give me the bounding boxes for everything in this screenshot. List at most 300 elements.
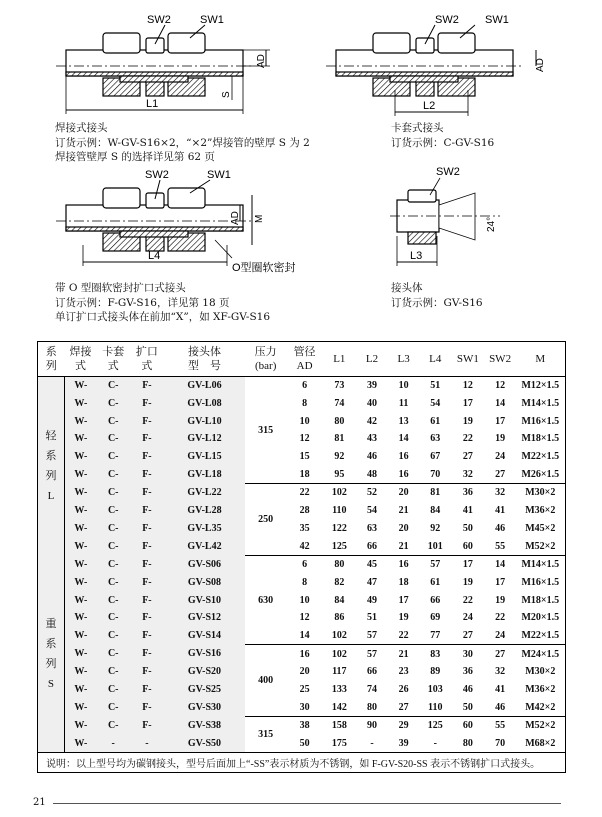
l1-cell: 102	[331, 629, 347, 641]
body-model-cell: GV-L22	[164, 484, 245, 502]
l2-cell: 46	[366, 451, 377, 463]
l4-cell: 67	[430, 451, 441, 463]
l1-cell: 102	[323, 645, 356, 663]
l2-cell: 66	[366, 540, 377, 552]
l3-cell: 17	[398, 594, 409, 606]
body-model-cell: GV-S06	[164, 555, 245, 573]
l3-cell: 11	[398, 398, 409, 410]
table-row	[38, 574, 566, 592]
sw2-cell: 41	[495, 684, 506, 696]
o-ring-seal-label: O型圈软密封	[232, 262, 296, 274]
l1-cell: 86	[334, 612, 345, 624]
body-model-cell: GV-S14	[164, 627, 245, 645]
sw1-cell: 80	[462, 738, 473, 750]
compression-type-cell: C-	[97, 395, 130, 413]
welding-type-cell: W-	[64, 395, 96, 413]
sw2-cell: 17	[495, 576, 506, 588]
l2-cell: 63	[366, 522, 377, 534]
l4-cell: 66	[430, 594, 441, 606]
l2-cell: 39	[366, 380, 377, 392]
sw1-label: SW1	[200, 14, 224, 26]
body-model-cell: GV-S50	[164, 735, 245, 753]
compression-type-cell: C-	[97, 663, 130, 681]
l2-cell: 57	[356, 645, 388, 663]
l2-cell: 42	[366, 415, 377, 427]
welding-type-cell: W-	[64, 377, 96, 395]
dimension-table	[37, 341, 566, 773]
caption-line: 订货示例：W-GV-S16×2，“×2”焊接管的壁厚 S 为 2	[55, 136, 310, 149]
l2-cell: 43	[366, 433, 377, 445]
caption-line: 订货示例：F-GV-S16，详见第 18 页	[55, 296, 230, 309]
body-model-cell: GV-S10	[164, 591, 245, 609]
flare-type-cell: F-	[130, 555, 164, 573]
table-row	[38, 537, 566, 555]
table-row	[38, 484, 566, 502]
l1-cell: 117	[332, 666, 347, 678]
l1-cell: 102	[323, 484, 356, 502]
l1-cell: 73	[334, 380, 345, 392]
footer-rule	[53, 803, 561, 804]
ad-label: AD	[230, 211, 241, 225]
sw2-cell: 14	[495, 398, 506, 410]
ad-cell: 8	[302, 398, 308, 410]
table-row	[38, 377, 566, 395]
m-thread-cell: M20×1.5	[521, 612, 560, 624]
compression-type-cell: C-	[97, 465, 130, 483]
sw1-cell: 27	[462, 451, 473, 463]
l1-cell: 110	[332, 505, 347, 517]
ad-cell: 30	[299, 701, 310, 713]
sw1-cell: 50	[462, 701, 473, 713]
sw1-label: SW1	[485, 14, 509, 26]
compression-type-cell: C-	[97, 574, 130, 592]
compression-type-cell: C-	[97, 520, 130, 538]
caption-title: 带 O 型圈软密封扩口式接头	[55, 282, 186, 294]
table-row	[38, 681, 566, 699]
compression-type-cell: C-	[97, 537, 130, 555]
body-drawing	[390, 166, 500, 266]
l4-cell: 81	[419, 484, 451, 502]
l2-cell: 49	[366, 594, 377, 606]
welding-type-cell: W-	[64, 430, 96, 448]
l3-cell: 21	[398, 505, 409, 517]
table-row	[38, 645, 566, 663]
m-thread-cell: M22×1.5	[521, 451, 560, 463]
l2-cell: 90	[356, 717, 388, 735]
ad-label: AD	[535, 58, 546, 72]
ad-cell: 14	[299, 629, 310, 641]
flare-type-cell: -	[130, 735, 164, 753]
sw1-cell: 19	[462, 576, 473, 588]
ad-cell: 15	[299, 451, 310, 463]
ad-cell: 25	[299, 684, 310, 696]
l4-cell: 63	[430, 433, 441, 445]
caption-line: 订货示例：GV-S16	[391, 296, 483, 309]
compression-type-cell: C-	[97, 430, 130, 448]
compression-fitting-drawing	[326, 14, 546, 116]
body-model-cell: GV-L10	[164, 412, 245, 430]
body-caption	[391, 281, 483, 310]
flare-type-cell: F-	[130, 681, 164, 699]
compression-type-cell: C-	[97, 484, 130, 502]
l4-cell: 92	[430, 522, 441, 534]
flare-type-cell: F-	[130, 537, 164, 555]
welding-type-cell: W-	[64, 717, 96, 735]
l4-cell: 89	[430, 666, 441, 678]
l1-label: L1	[146, 98, 159, 110]
l1-cell: 80	[323, 555, 356, 573]
l2-cell: 66	[366, 666, 377, 678]
welding-type-cell: W-	[64, 574, 96, 592]
welding-type-cell: W-	[64, 663, 96, 681]
flare-type-cell: F-	[130, 574, 164, 592]
body-model-cell: GV-L28	[164, 502, 245, 520]
welding-type-cell: W-	[64, 698, 96, 716]
sw2-cell: 27	[495, 468, 506, 480]
table-row	[38, 502, 566, 520]
series-label: 轻 系 列 L	[38, 377, 65, 556]
angle-label: 24°	[486, 216, 497, 232]
column-header: L1	[323, 342, 356, 377]
ad-cell: 10	[299, 594, 310, 606]
l1-cell: 125	[331, 540, 347, 552]
m-thread-cell: M18×1.5	[521, 433, 560, 445]
flare-type-cell: F-	[130, 395, 164, 413]
table-row	[38, 395, 566, 413]
column-header: 压力 (bar)	[245, 342, 286, 377]
body-model-cell: GV-L35	[164, 520, 245, 538]
flare-type-cell: F-	[130, 430, 164, 448]
caption-title: 焊接式接头	[55, 122, 108, 134]
sw2-cell: 12	[495, 380, 506, 392]
m-label: M	[254, 214, 265, 223]
ad-label: AD	[256, 54, 267, 68]
welding-type-cell: W-	[64, 484, 96, 502]
l3-cell: 13	[398, 415, 409, 427]
caption-line: 单订扩口式接头体在前加“X”，如 XF-GV-S16	[55, 311, 270, 323]
l2-cell: 57	[366, 629, 377, 641]
l3-cell: 27	[398, 701, 409, 713]
column-header: L3	[388, 342, 419, 377]
l1-cell: 142	[331, 701, 347, 713]
sw1-cell: 60	[462, 540, 473, 552]
l2-cell: -	[370, 738, 374, 750]
l4-cell: 54	[430, 398, 441, 410]
sw2-label: SW2	[436, 166, 460, 178]
sw2-cell: 32	[495, 666, 506, 678]
m-thread-cell: M45×2	[525, 522, 556, 534]
body-model-cell: GV-L08	[164, 395, 245, 413]
sw2-cell: 55	[495, 540, 506, 552]
l3-cell: 26	[398, 684, 409, 696]
m-thread-cell: M42×2	[525, 701, 556, 713]
sw1-cell: 36	[462, 666, 473, 678]
table-row	[38, 448, 566, 466]
column-header: M	[516, 342, 566, 377]
series-label: 重 系 列 S	[38, 555, 65, 753]
l2-cell: 45	[356, 555, 388, 573]
flare-type-cell: F-	[130, 465, 164, 483]
l3-cell: 21	[398, 540, 409, 552]
flare-type-cell: F-	[130, 609, 164, 627]
table-row	[38, 465, 566, 483]
m-thread-cell: M22×1.5	[521, 629, 560, 641]
body-model-cell: GV-S20	[164, 663, 245, 681]
l3-cell: 20	[398, 522, 409, 534]
welding-type-cell: W-	[64, 537, 96, 555]
l2-cell: 54	[366, 505, 377, 517]
table-row	[38, 412, 566, 430]
l3-cell: 16	[398, 468, 409, 480]
flare-caption	[55, 281, 270, 325]
m-thread-cell: M26×1.5	[521, 468, 560, 480]
compression-type-cell: C-	[97, 448, 130, 466]
m-thread-cell: M52×2	[516, 717, 566, 735]
sw2-label: SW2	[435, 14, 459, 26]
l4-label: L4	[148, 250, 161, 262]
body-model-cell: GV-L42	[164, 537, 245, 555]
l3-cell: 19	[398, 612, 409, 624]
flare-type-cell: F-	[130, 484, 164, 502]
sw2-cell: 27	[485, 645, 516, 663]
welding-caption	[55, 121, 310, 165]
table-note: 说明：以上型号均为碳钢接头，型号后面加上“-SS”表示材质为不锈钢，如 F-GV-S20-SS 表示不锈钢扩口式接头。	[38, 753, 566, 773]
compression-type-cell: C-	[97, 555, 130, 573]
m-thread-cell: M16×1.5	[521, 576, 560, 588]
compression-type-cell: C-	[97, 412, 130, 430]
sw2-cell: 55	[485, 717, 516, 735]
compression-type-cell: C-	[97, 591, 130, 609]
sw2-cell: 46	[495, 701, 506, 713]
l2-cell: 51	[366, 612, 377, 624]
caption-line: 焊接管壁厚 S 的选择详见第 62 页	[55, 151, 215, 163]
l2-cell: 47	[366, 576, 377, 588]
sw2-label: SW2	[147, 14, 171, 26]
flare-fitting-drawing	[56, 169, 296, 274]
compression-type-cell: C-	[97, 502, 130, 520]
compression-type-cell: -	[97, 735, 130, 753]
body-model-cell: GV-L12	[164, 430, 245, 448]
l4-cell: 83	[419, 645, 451, 663]
l4-cell: 77	[430, 629, 441, 641]
sw1-cell: 36	[451, 484, 484, 502]
l3-cell: 20	[388, 484, 419, 502]
l4-cell: -	[433, 738, 437, 750]
flare-type-cell: F-	[130, 591, 164, 609]
body-model-cell: GV-S12	[164, 609, 245, 627]
body-model-cell: GV-L18	[164, 465, 245, 483]
welding-type-cell: W-	[64, 681, 96, 699]
table-row	[38, 663, 566, 681]
welding-type-cell: W-	[64, 627, 96, 645]
ad-cell: 16	[286, 645, 322, 663]
l2-cell: 48	[366, 468, 377, 480]
l4-cell: 110	[428, 701, 443, 713]
body-model-cell: GV-L06	[164, 377, 245, 395]
table-row	[38, 735, 566, 753]
body-model-cell: GV-S38	[164, 717, 245, 735]
sw1-cell: 30	[451, 645, 484, 663]
welding-type-cell: W-	[64, 555, 96, 573]
m-thread-cell: M52×2	[525, 540, 556, 552]
sw2-cell: 41	[495, 505, 506, 517]
table-row	[38, 609, 566, 627]
l2-cell: 40	[366, 398, 377, 410]
l1-cell: 122	[331, 522, 347, 534]
sw1-cell: 17	[451, 555, 484, 573]
column-header: 管径 AD	[286, 342, 322, 377]
l3-label: L3	[410, 250, 423, 262]
sw1-cell: 50	[462, 522, 473, 534]
sw1-label: SW1	[207, 169, 231, 181]
caption-line: 订货示例：C-GV-S16	[391, 136, 495, 149]
welding-type-cell: W-	[64, 502, 96, 520]
sw1-cell: 17	[462, 398, 473, 410]
table-row	[38, 698, 566, 716]
sw1-cell: 24	[462, 612, 473, 624]
flare-type-cell: F-	[130, 502, 164, 520]
pressure-cell: 400	[245, 645, 286, 717]
caption-title: 接头体	[391, 282, 423, 294]
sw1-cell: 46	[462, 684, 473, 696]
sw1-cell: 22	[462, 433, 473, 445]
column-header: 接头体 型 号	[164, 342, 245, 377]
column-header: 卡套 式	[97, 342, 130, 377]
m-thread-cell: M16×1.5	[521, 415, 560, 427]
ad-cell: 12	[299, 612, 310, 624]
column-header: 系 列	[38, 342, 65, 377]
l1-cell: 80	[334, 415, 345, 427]
l1-cell: 82	[334, 576, 345, 588]
welding-fitting-drawing	[56, 14, 270, 114]
m-thread-cell: M36×2	[525, 505, 556, 517]
l2-label: L2	[423, 100, 436, 112]
ad-cell: 38	[286, 717, 322, 735]
l4-cell: 101	[427, 540, 443, 552]
m-thread-cell: M12×1.5	[521, 380, 560, 392]
flare-type-cell: F-	[130, 412, 164, 430]
l4-cell: 61	[430, 576, 441, 588]
body-model-cell: GV-S25	[164, 681, 245, 699]
l3-cell: 23	[398, 666, 409, 678]
ad-cell: 42	[299, 540, 310, 552]
m-thread-cell: M18×1.5	[521, 594, 560, 606]
compression-type-cell: C-	[97, 698, 130, 716]
l2-cell: 80	[366, 701, 377, 713]
flare-type-cell: F-	[130, 520, 164, 538]
flare-type-cell: F-	[130, 663, 164, 681]
sw2-cell: 32	[485, 484, 516, 502]
l1-cell: 81	[334, 433, 345, 445]
m-thread-cell: M14×1.5	[516, 555, 566, 573]
l1-cell: 74	[334, 398, 345, 410]
l3-cell: 10	[398, 380, 409, 392]
ad-cell: 50	[299, 738, 310, 750]
flare-type-cell: F-	[130, 645, 164, 663]
ad-cell: 28	[299, 505, 310, 517]
welding-type-cell: W-	[64, 520, 96, 538]
sw2-cell: 19	[495, 594, 506, 606]
ad-cell: 8	[302, 576, 308, 588]
l4-cell: 125	[419, 717, 451, 735]
sw1-cell: 41	[462, 505, 473, 517]
body-model-cell: GV-S30	[164, 698, 245, 716]
welding-type-cell: W-	[64, 735, 96, 753]
ad-cell: 6	[286, 555, 322, 573]
sw1-cell: 27	[462, 629, 473, 641]
ad-cell: 20	[299, 666, 310, 678]
m-thread-cell: M30×2	[516, 484, 566, 502]
column-header: L2	[356, 342, 388, 377]
table-row	[38, 555, 566, 573]
ad-cell: 6	[302, 380, 308, 392]
m-thread-cell: M36×2	[525, 684, 556, 696]
column-header: SW1	[451, 342, 484, 377]
flare-type-cell: F-	[130, 377, 164, 395]
pressure-cell: 630	[245, 555, 286, 644]
l1-cell: 95	[334, 468, 345, 480]
l4-cell: 103	[427, 684, 443, 696]
compression-type-cell: C-	[97, 627, 130, 645]
l3-cell: 18	[398, 576, 409, 588]
welding-type-cell: W-	[64, 591, 96, 609]
table-header	[38, 342, 566, 377]
compression-type-cell: C-	[97, 717, 130, 735]
s-label: S	[221, 91, 232, 98]
l4-cell: 69	[430, 612, 441, 624]
ad-cell: 18	[299, 468, 310, 480]
sw1-cell: 22	[462, 594, 473, 606]
pressure-cell: 250	[245, 484, 286, 556]
table-row	[38, 430, 566, 448]
compression-type-cell: C-	[97, 681, 130, 699]
l1-cell: 158	[323, 717, 356, 735]
l4-cell: 51	[430, 380, 441, 392]
flare-type-cell: F-	[130, 717, 164, 735]
welding-type-cell: W-	[64, 645, 96, 663]
l3-cell: 16	[388, 555, 419, 573]
l4-cell: 84	[430, 505, 441, 517]
ad-cell: 12	[299, 433, 310, 445]
sw2-cell: 17	[495, 415, 506, 427]
body-model-cell: GV-S08	[164, 574, 245, 592]
sw1-cell: 19	[462, 415, 473, 427]
column-header: SW2	[485, 342, 516, 377]
body-model-cell: GV-L15	[164, 448, 245, 466]
compression-type-cell: C-	[97, 609, 130, 627]
table-row	[38, 627, 566, 645]
ad-cell: 10	[299, 415, 310, 427]
column-header: 扩口 式	[130, 342, 164, 377]
l2-cell: 74	[366, 684, 377, 696]
l1-cell: 133	[331, 684, 347, 696]
body-model-cell: GV-S16	[164, 645, 245, 663]
m-thread-cell: M14×1.5	[521, 398, 560, 410]
l1-cell: 84	[334, 594, 345, 606]
m-thread-cell: M24×1.5	[516, 645, 566, 663]
sw2-cell: 14	[485, 555, 516, 573]
compression-caption	[391, 121, 494, 150]
table-row	[38, 717, 566, 735]
l3-cell: 14	[398, 433, 409, 445]
welding-type-cell: W-	[64, 609, 96, 627]
l1-cell: 92	[334, 451, 345, 463]
sw2-cell: 22	[495, 612, 506, 624]
sw2-cell: 24	[495, 451, 506, 463]
welding-type-cell: W-	[64, 465, 96, 483]
sw2-label: SW2	[145, 169, 169, 181]
pressure-cell: 315	[245, 717, 286, 753]
